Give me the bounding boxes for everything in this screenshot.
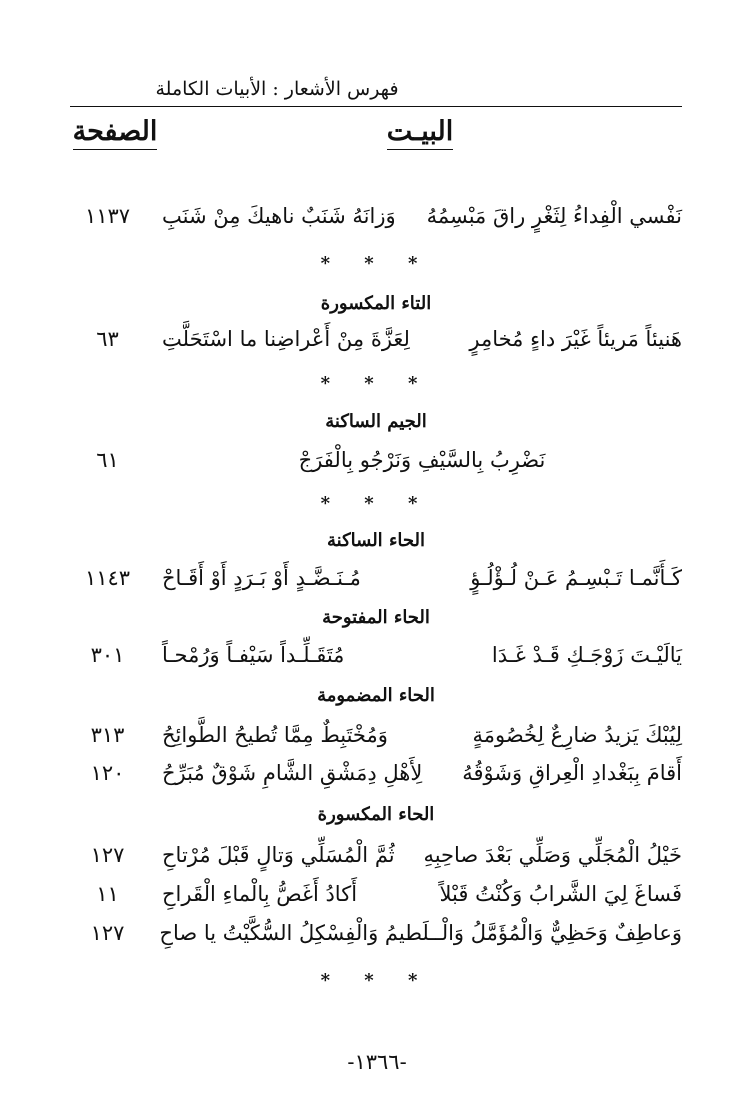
page-number: ١٢٧ [90, 921, 125, 945]
verse-row [70, 204, 682, 238]
verse-row [70, 843, 682, 877]
page-number: ١٢٧ [90, 843, 125, 867]
section-separator: * * * [320, 253, 432, 274]
verse-second-hemistich: مُـنَـضَّـدٍ أَوْ بَـرَدٍ أَوْ أَقَـاحْ [162, 566, 361, 590]
verse-row [70, 921, 682, 955]
section-title: الحاء الساكنة [327, 530, 425, 551]
verse-row [70, 448, 682, 482]
page-number: ٣١٣ [90, 723, 125, 747]
verse-first-hemistich: خَيْلُ الْمُجَلِّي وَصَلِّي بَعْدَ صاحِبِهِ [423, 843, 682, 867]
verse-row [70, 882, 682, 916]
verse-second-hemistich: وَمُخْتَبِطٌ مِمَّا تُطيحُ الطَّوائِحُ [162, 723, 388, 747]
page-number: ١٢٠ [90, 761, 125, 785]
verse-first-hemistich: نَفْسي الْفِداءُ لِثَغْرٍ راقَ مَبْسِمُهُ [426, 204, 682, 228]
header-rule [70, 106, 682, 107]
verse-second-hemistich: أَكادُ أَغَصُّ بِالْماءِ الْقَراحِ [162, 882, 358, 906]
column-heading-verse: البيـت [330, 116, 510, 147]
verse-row [70, 327, 682, 361]
section-title: الحاء المكسورة [317, 804, 435, 825]
section-title: الحاء المضمومة [317, 685, 435, 706]
verse-first-hemistich: فَساغَ لِيَ الشَّرابُ وَكُنْتُ قَبْلاً [439, 882, 682, 906]
verse-row [70, 643, 682, 677]
page-number: ١١٣٧ [84, 204, 131, 228]
verse-single-line: نَضْرِبُ بِالسَّيْفِ وَنَرْجُو بِالْفَرَجْ [298, 448, 546, 472]
verse-row [70, 723, 682, 757]
section-separator: * * * [320, 970, 432, 991]
section-title: التاء المكسورة [320, 293, 432, 314]
verse-first-hemistich: أَقامَ بِبَغْدادِ الْعِراقِ وَشَوْقُهُ [462, 761, 682, 785]
section-title: الجيم الساكنة [325, 411, 427, 432]
column-heading-page: الصفحة [70, 116, 160, 147]
verse-first-hemistich: وَعاطِفٌ وَحَظِيٌّ وَالْمُؤَمَّلُ وَالْـ [435, 921, 682, 945]
verse-second-hemistich: لِأَهْلِ دِمَشْقِ الشَّامِ شَوْقٌ مُبَرِّحُ [162, 761, 423, 785]
verse-second-hemistich: وَزانَهُ شَنَبٌ ناهيكَ مِنْ شَنَبِ [162, 204, 396, 228]
verse-first-hemistich: لِيُبْكَ يَزيدُ ضارِعٌ لِخُصُومَةٍ [472, 723, 682, 747]
verse-second-hemistich: ـلَطيمُ وَالْفِسْكِلُ السُّكَّيْتُ يا صاحِ [159, 921, 436, 945]
verse-row [70, 761, 682, 795]
section-separator: * * * [320, 373, 432, 394]
running-header: فهرس الأشعار : الأبيات الكاملة [155, 78, 399, 100]
page-number: ١١٤٣ [84, 566, 131, 590]
verse-second-hemistich: ثُمَّ الْمُسَلِّي وَتالٍ قَبْلَ مُرْتاحِ [162, 843, 395, 867]
page-number: ٦١ [96, 448, 119, 472]
verse-first-hemistich: يَالَيْـتَ زَوْجَـكِ قَـدْ غَـدَا [491, 643, 682, 667]
page-number: ٦٣ [96, 327, 119, 351]
section-separator: * * * [320, 493, 432, 514]
page-number: ١١ [96, 882, 119, 906]
page-folio: -١٣٦٦- [347, 1050, 407, 1074]
section-title: الحاء المفتوحة [322, 607, 430, 628]
verse-first-hemistich: هَنيئاً مَريئاً غَيْرَ داءٍ مُخامِرٍ [469, 327, 682, 351]
verse-second-hemistich: لِعَزَّةَ مِنْ أَعْراضِنا ما اسْتَحَلَّتِ [162, 327, 410, 351]
verse-first-hemistich: كَـأَنَّمـا تَـبْسِـمُ عَـنْ لُـؤْلُـؤٍ [470, 566, 682, 590]
verse-row [70, 566, 682, 600]
page-number: ٣٠١ [90, 643, 125, 667]
verse-second-hemistich: مُتَقَـلِّـداً سَيْفـاً وَرُمْحـاً [162, 643, 345, 667]
